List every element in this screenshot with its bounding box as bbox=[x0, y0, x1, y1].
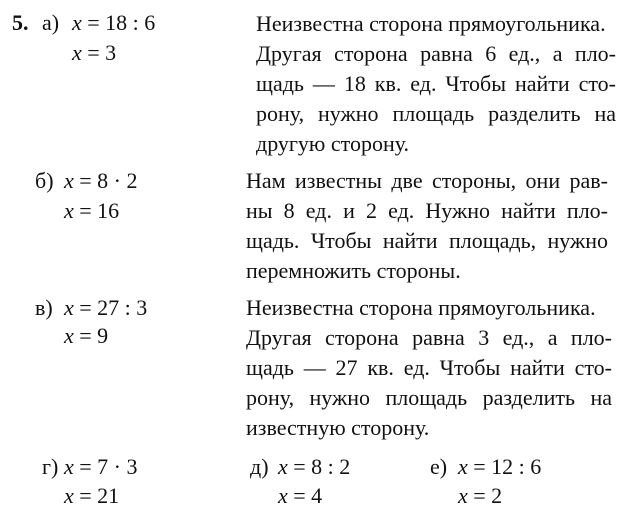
part-d-equation bbox=[278, 456, 350, 478]
part-b-label: б) bbox=[35, 168, 54, 193]
part-v-equation-rhs: = 27 : 3 bbox=[73, 295, 148, 320]
explanation-line: Неизвестна сторона прямоугольника. bbox=[246, 295, 596, 320]
explanation-line: другую сторону. bbox=[256, 131, 410, 156]
part-e-label: е) bbox=[430, 454, 448, 479]
variable-x: x bbox=[72, 10, 82, 35]
explanation-line: щадь — 18 кв. ед. Чтобы найти сто- bbox=[256, 71, 616, 96]
part-a-answer bbox=[72, 42, 116, 64]
part-a-answer-rhs: = 3 bbox=[81, 40, 117, 65]
part-b-explanation bbox=[246, 166, 608, 286]
part-b-answer-rhs: = 16 bbox=[73, 198, 120, 223]
explanation-line: Другая сторона равна 3 ед., а пло- bbox=[246, 325, 612, 350]
part-g-equation-rhs: = 7 · 3 bbox=[73, 454, 138, 479]
variable-x: x bbox=[64, 295, 74, 320]
variable-x: x bbox=[458, 454, 468, 479]
part-g-equation bbox=[64, 456, 138, 478]
part-d-answer-rhs: = 4 bbox=[287, 483, 323, 508]
task-number: 5. bbox=[12, 10, 29, 35]
part-g-label: г) bbox=[42, 454, 59, 479]
part-b-answer bbox=[64, 200, 119, 222]
part-b-equation bbox=[64, 170, 138, 192]
part-a-equation-rhs: = 18 : 6 bbox=[81, 10, 156, 35]
variable-x: x bbox=[278, 454, 288, 479]
variable-x: x bbox=[64, 454, 74, 479]
part-a-explanation bbox=[256, 9, 616, 159]
part-g-answer-rhs: = 21 bbox=[73, 483, 120, 508]
part-a-label: а) bbox=[42, 10, 60, 35]
variable-x: x bbox=[278, 483, 288, 508]
explanation-line: ны 8 ед. и 2 ед. Нужно найти пло- bbox=[246, 198, 608, 223]
part-e-equation-rhs: = 12 : 6 bbox=[467, 454, 542, 479]
explanation-line: щадь — 27 кв. ед. Чтобы найти сто- bbox=[246, 355, 612, 380]
part-v-answer-rhs: = 9 bbox=[73, 323, 109, 348]
explanation-line: известную сторону. bbox=[246, 415, 430, 440]
explanation-line: щадь. Чтобы найти площадь, нужно bbox=[246, 228, 608, 253]
part-e-answer bbox=[458, 485, 502, 507]
explanation-line: перемножить стороны. bbox=[246, 258, 461, 283]
part-d-answer bbox=[278, 485, 322, 507]
part-v-equation bbox=[64, 297, 147, 319]
explanation-line: рону, нужно площадь разделить на bbox=[246, 385, 612, 410]
part-a-equation bbox=[72, 12, 155, 34]
variable-x: x bbox=[64, 198, 74, 223]
explanation-line: рону, нужно площадь разделить на bbox=[256, 101, 616, 126]
part-v-label: в) bbox=[35, 295, 53, 320]
variable-x: x bbox=[458, 483, 468, 508]
variable-x: x bbox=[64, 483, 74, 508]
variable-x: x bbox=[64, 168, 74, 193]
explanation-line: Неизвестна сторона прямоугольника. bbox=[256, 11, 606, 36]
variable-x: x bbox=[64, 323, 74, 348]
part-b-equation-rhs: = 8 · 2 bbox=[73, 168, 138, 193]
part-d-label: д) bbox=[250, 454, 269, 479]
part-d-equation-rhs: = 8 : 2 bbox=[287, 454, 351, 479]
part-e-equation bbox=[458, 456, 541, 478]
part-e-answer-rhs: = 2 bbox=[467, 483, 503, 508]
part-v-answer bbox=[64, 325, 108, 347]
explanation-line: Нам известны две стороны, они рав- bbox=[246, 168, 608, 193]
part-v-explanation bbox=[246, 293, 612, 443]
explanation-line: Другая сторона равна 6 ед., а пло- bbox=[256, 41, 616, 66]
part-g-answer bbox=[64, 485, 119, 507]
variable-x: x bbox=[72, 40, 82, 65]
